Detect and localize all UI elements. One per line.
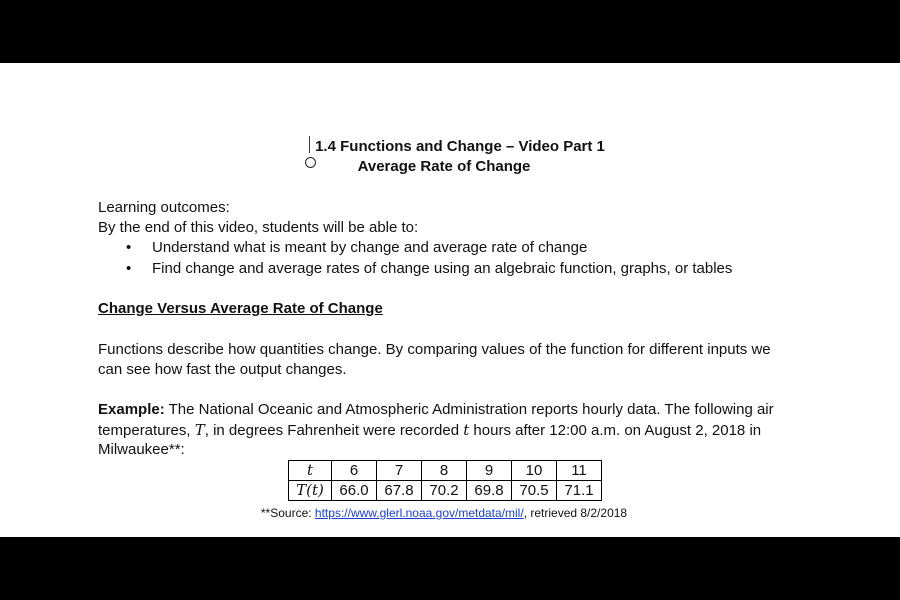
table-cell: 6 xyxy=(332,461,377,481)
table-cell: 71.1 xyxy=(557,481,602,501)
bullet-icon: • xyxy=(126,239,132,256)
table-cell: 70.5 xyxy=(512,481,557,501)
table-cell: 8 xyxy=(422,461,467,481)
learning-intro: By the end of this video, students will be able to: xyxy=(98,219,419,236)
table-cell: 66.0 xyxy=(332,481,377,501)
letterbox-top xyxy=(0,0,900,63)
paragraph-line: Functions describe how quantities change. By comparing values of the function for different inputs we xyxy=(98,341,771,358)
example-line: Milwaukee**: xyxy=(98,441,185,458)
source-suffix: , retrieved 8/2/2018 xyxy=(523,506,628,520)
table-row xyxy=(289,481,602,501)
temperature-table xyxy=(288,460,602,501)
learning-outcomes-label: Learning outcomes: xyxy=(98,199,230,216)
table-cell: 10 xyxy=(512,461,557,481)
table-row xyxy=(289,461,602,481)
paragraph-line: can see how fast the output changes. xyxy=(98,361,347,378)
example-text: The National Oceanic and Atmospheric Administration reports hourly data. The following air xyxy=(164,401,774,418)
bullet-icon: • xyxy=(126,260,132,277)
example-line xyxy=(98,420,761,441)
pointer-cursor-icon xyxy=(305,157,316,168)
outcome-item: Understand what is meant by change and average rate of change xyxy=(152,239,588,256)
source-note xyxy=(0,505,894,521)
example-text: temperatures, xyxy=(98,422,195,439)
variable-t: t xyxy=(463,421,470,439)
table-cell: 9 xyxy=(467,461,512,481)
table-cell: 69.8 xyxy=(467,481,512,501)
source-link[interactable]: https://www.glerl.noaa.gov/metdata/mil/ xyxy=(314,506,524,520)
document-title: 1.4 Functions and Change – Video Part 1 xyxy=(315,138,605,155)
section-heading: Change Versus Average Rate of Change xyxy=(98,300,383,317)
document-page xyxy=(0,63,900,537)
table-cell: 67.8 xyxy=(377,481,422,501)
variable-T: T xyxy=(194,421,205,439)
text-cursor xyxy=(309,136,310,153)
outcome-item: Find change and average rates of change using an algebraic function, graphs, or tables xyxy=(152,260,733,277)
table-cell: 11 xyxy=(557,461,602,481)
example-line xyxy=(98,400,774,420)
table-header-t: t xyxy=(289,461,332,481)
example-text: , in degrees Fahrenheit were recorded xyxy=(204,422,464,439)
source-prefix: **Source: xyxy=(260,506,315,520)
example-text: hours after 12:00 a.m. on August 2, 2018 in xyxy=(469,422,762,439)
letterbox-bottom xyxy=(0,537,900,600)
document-subtitle: Average Rate of Change xyxy=(357,158,531,175)
table-cell: 7 xyxy=(377,461,422,481)
example-label: Example: xyxy=(98,401,165,418)
table-cell: 70.2 xyxy=(422,481,467,501)
table-header-Tt: T(t) xyxy=(289,481,332,501)
